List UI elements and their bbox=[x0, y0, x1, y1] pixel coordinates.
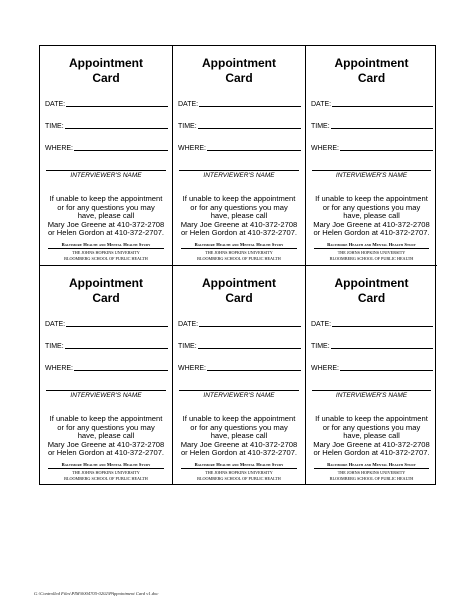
contact-info-line: If unable to keep the appointment bbox=[49, 414, 163, 423]
card-title-line1: Appointment bbox=[202, 56, 276, 70]
university-name: THE JOHNS HOPKINS UNIVERSITY bbox=[337, 250, 406, 255]
contact-info-line: or for any questions you may bbox=[57, 422, 155, 432]
contact-info-line: or Helen Gordon at 410-372-2707. bbox=[47, 448, 165, 458]
study-divider bbox=[48, 248, 164, 249]
time-blank-line[interactable] bbox=[331, 348, 433, 349]
where-label: WHERE: bbox=[311, 145, 339, 152]
where-label: WHERE: bbox=[178, 365, 206, 372]
time-field[interactable] bbox=[45, 341, 168, 350]
where-label: WHERE: bbox=[45, 365, 73, 372]
contact-info-line: If unable to keep the appointment bbox=[315, 414, 428, 423]
school-name: BLOOMBERG SCHOOL OF PUBLIC HEALTH bbox=[64, 256, 148, 261]
contact-info-line: Mary Joe Greene at 410-372-2708 bbox=[313, 219, 430, 229]
interviewer-signature-line[interactable] bbox=[312, 170, 431, 171]
card-title bbox=[40, 56, 172, 86]
contact-info-line: have, please call bbox=[343, 211, 400, 221]
study-name: Baltimore Health and Mental Health Study bbox=[194, 462, 284, 467]
appointment-card bbox=[40, 46, 173, 266]
study-name: Baltimore Health and Mental Health Study bbox=[327, 242, 416, 247]
date-blank-line[interactable] bbox=[66, 106, 168, 107]
date-label: DATE: bbox=[178, 101, 199, 108]
contact-info-line: Mary Joe Greene at 410-372-2708 bbox=[47, 219, 165, 229]
study-name: Baltimore Health and Mental Health Study bbox=[61, 242, 151, 247]
contact-info bbox=[306, 195, 437, 238]
time-field[interactable] bbox=[311, 121, 433, 130]
interviewer-label: INTERVIEWER'S NAME bbox=[70, 172, 142, 179]
contact-info-line: have, please call bbox=[77, 431, 135, 441]
interviewer-signature-line[interactable] bbox=[179, 390, 299, 391]
time-field[interactable] bbox=[311, 341, 433, 350]
school-name: BLOOMBERG SCHOOL OF PUBLIC HEALTH bbox=[197, 476, 281, 481]
card-title-line1: Appointment bbox=[202, 276, 276, 290]
university-name: THE JOHNS HOPKINS UNIVERSITY bbox=[72, 470, 140, 475]
contact-info bbox=[306, 415, 437, 458]
contact-info-line: or Helen Gordon at 410-372-2707. bbox=[180, 448, 298, 458]
time-label: TIME: bbox=[45, 123, 64, 130]
study-divider bbox=[181, 248, 297, 249]
contact-info-line: have, please call bbox=[343, 431, 400, 441]
date-field[interactable] bbox=[178, 99, 301, 108]
contact-info bbox=[40, 415, 172, 458]
contact-info bbox=[40, 195, 172, 238]
study-divider bbox=[48, 468, 164, 469]
contact-info-line: have, please call bbox=[77, 211, 135, 221]
contact-info-line: If unable to keep the appointment bbox=[49, 194, 163, 203]
study-name: Baltimore Health and Mental Health Study bbox=[61, 462, 151, 467]
where-blank-line[interactable] bbox=[340, 150, 433, 151]
interviewer-signature-line[interactable] bbox=[312, 390, 431, 391]
where-field[interactable] bbox=[311, 143, 433, 152]
where-field[interactable] bbox=[45, 363, 168, 372]
card-title bbox=[173, 276, 305, 306]
time-field[interactable] bbox=[178, 121, 301, 130]
date-blank-line[interactable] bbox=[199, 106, 301, 107]
study-divider bbox=[314, 468, 429, 469]
contact-info-line: or Helen Gordon at 410-372-2707. bbox=[180, 228, 298, 238]
date-blank-line[interactable] bbox=[66, 326, 168, 327]
study-name: Baltimore Health and Mental Health Study bbox=[194, 242, 284, 247]
interviewer-label: INTERVIEWER'S NAME bbox=[335, 392, 408, 399]
appointment-card bbox=[173, 46, 306, 266]
interviewer-label: INTERVIEWER'S NAME bbox=[203, 172, 275, 179]
contact-info-line: If unable to keep the appointment bbox=[182, 194, 296, 203]
date-label: DATE: bbox=[311, 101, 332, 108]
date-field[interactable] bbox=[311, 319, 433, 328]
date-blank-line[interactable] bbox=[332, 326, 433, 327]
school-name: BLOOMBERG SCHOOL OF PUBLIC HEALTH bbox=[329, 476, 414, 481]
date-blank-line[interactable] bbox=[199, 326, 301, 327]
time-blank-line[interactable] bbox=[198, 348, 301, 349]
contact-info-line: Mary Joe Greene at 410-372-2708 bbox=[180, 219, 298, 229]
where-blank-line[interactable] bbox=[340, 370, 433, 371]
university-name: THE JOHNS HOPKINS UNIVERSITY bbox=[72, 250, 140, 255]
study-divider bbox=[314, 248, 429, 249]
interviewer-label: INTERVIEWER'S NAME bbox=[203, 392, 275, 399]
interviewer-label: INTERVIEWER'S NAME bbox=[70, 392, 142, 399]
date-field[interactable] bbox=[178, 319, 301, 328]
time-label: TIME: bbox=[178, 123, 197, 130]
contact-info-line: If unable to keep the appointment bbox=[182, 414, 296, 423]
time-label: TIME: bbox=[311, 123, 330, 130]
school-name: BLOOMBERG SCHOOL OF PUBLIC HEALTH bbox=[329, 256, 414, 261]
contact-info-line: Mary Joe Greene at 410-372-2708 bbox=[180, 439, 298, 449]
contact-info bbox=[173, 195, 305, 238]
where-field[interactable] bbox=[45, 143, 168, 152]
contact-info-line: If unable to keep the appointment bbox=[315, 194, 428, 203]
card-title-line2: Card bbox=[92, 291, 120, 305]
interviewer-signature-line[interactable] bbox=[179, 170, 299, 171]
contact-info-line: Mary Joe Greene at 410-372-2708 bbox=[313, 439, 430, 449]
card-title bbox=[173, 56, 305, 86]
card-title-line2: Card bbox=[225, 291, 253, 305]
date-label: DATE: bbox=[178, 321, 199, 328]
time-field[interactable] bbox=[45, 121, 168, 130]
university-name: THE JOHNS HOPKINS UNIVERSITY bbox=[205, 470, 273, 475]
contact-info-line: have, please call bbox=[210, 431, 268, 441]
time-label: TIME: bbox=[45, 343, 64, 350]
where-blank-line[interactable] bbox=[74, 370, 168, 371]
appointment-card-sheet bbox=[39, 45, 436, 485]
card-title-line2: Card bbox=[357, 291, 386, 305]
university-name: THE JOHNS HOPKINS UNIVERSITY bbox=[205, 250, 273, 255]
date-label: DATE: bbox=[45, 321, 66, 328]
appointment-card bbox=[40, 266, 173, 485]
appointment-card bbox=[306, 46, 437, 266]
contact-info-line: or for any questions you may bbox=[190, 422, 288, 432]
appointment-card bbox=[306, 266, 437, 485]
contact-info-line: or Helen Gordon at 410-372-2707. bbox=[47, 228, 165, 238]
time-field[interactable] bbox=[178, 341, 301, 350]
where-field[interactable] bbox=[178, 363, 301, 372]
where-blank-line[interactable] bbox=[207, 150, 301, 151]
card-title-line1: Appointment bbox=[69, 276, 143, 290]
card-title-line2: Card bbox=[225, 71, 253, 85]
school-name: BLOOMBERG SCHOOL OF PUBLIC HEALTH bbox=[197, 256, 281, 261]
time-label: TIME: bbox=[178, 343, 197, 350]
date-label: DATE: bbox=[45, 101, 66, 108]
contact-info-line: or for any questions you may bbox=[322, 422, 421, 432]
file-path-footer: G:\Controlled Files\PIM\0004705-0202\PAppointment Card v1.doc bbox=[34, 591, 159, 596]
study-divider bbox=[181, 468, 297, 469]
contact-info-line: have, please call bbox=[210, 211, 268, 221]
contact-info bbox=[173, 415, 305, 458]
study-name: Baltimore Health and Mental Health Study bbox=[327, 462, 416, 467]
card-title-line2: Card bbox=[357, 71, 386, 85]
contact-info-line: or for any questions you may bbox=[322, 202, 421, 212]
contact-info-line: Mary Joe Greene at 410-372-2708 bbox=[47, 439, 165, 449]
time-blank-line[interactable] bbox=[331, 128, 433, 129]
card-title-line1: Appointment bbox=[69, 56, 143, 70]
date-field[interactable] bbox=[311, 99, 433, 108]
card-title bbox=[40, 276, 172, 306]
where-blank-line[interactable] bbox=[207, 370, 301, 371]
time-label: TIME: bbox=[311, 343, 330, 350]
card-title bbox=[306, 56, 437, 86]
time-blank-line[interactable] bbox=[198, 128, 301, 129]
contact-info-line: or Helen Gordon at 410-372-2707. bbox=[313, 448, 430, 458]
contact-info-line: or for any questions you may bbox=[190, 202, 288, 212]
card-title-line1: Appointment bbox=[334, 56, 409, 70]
card-title bbox=[306, 276, 437, 306]
appointment-card bbox=[173, 266, 306, 485]
time-blank-line[interactable] bbox=[65, 128, 168, 129]
contact-info-line: or Helen Gordon at 410-372-2707. bbox=[313, 228, 430, 238]
interviewer-signature-line[interactable] bbox=[46, 390, 166, 391]
where-blank-line[interactable] bbox=[74, 150, 168, 151]
date-blank-line[interactable] bbox=[332, 106, 433, 107]
card-title-line1: Appointment bbox=[334, 276, 409, 290]
date-label: DATE: bbox=[311, 321, 332, 328]
where-field[interactable] bbox=[311, 363, 433, 372]
date-field[interactable] bbox=[45, 319, 168, 328]
interviewer-signature-line[interactable] bbox=[46, 170, 166, 171]
date-field[interactable] bbox=[45, 99, 168, 108]
where-label: WHERE: bbox=[178, 145, 206, 152]
card-title-line2: Card bbox=[92, 71, 120, 85]
where-label: WHERE: bbox=[311, 365, 339, 372]
school-name: BLOOMBERG SCHOOL OF PUBLIC HEALTH bbox=[64, 476, 148, 481]
time-blank-line[interactable] bbox=[65, 348, 168, 349]
interviewer-label: INTERVIEWER'S NAME bbox=[335, 172, 408, 179]
where-label: WHERE: bbox=[45, 145, 73, 152]
university-name: THE JOHNS HOPKINS UNIVERSITY bbox=[337, 470, 406, 475]
where-field[interactable] bbox=[178, 143, 301, 152]
contact-info-line: or for any questions you may bbox=[57, 202, 155, 212]
